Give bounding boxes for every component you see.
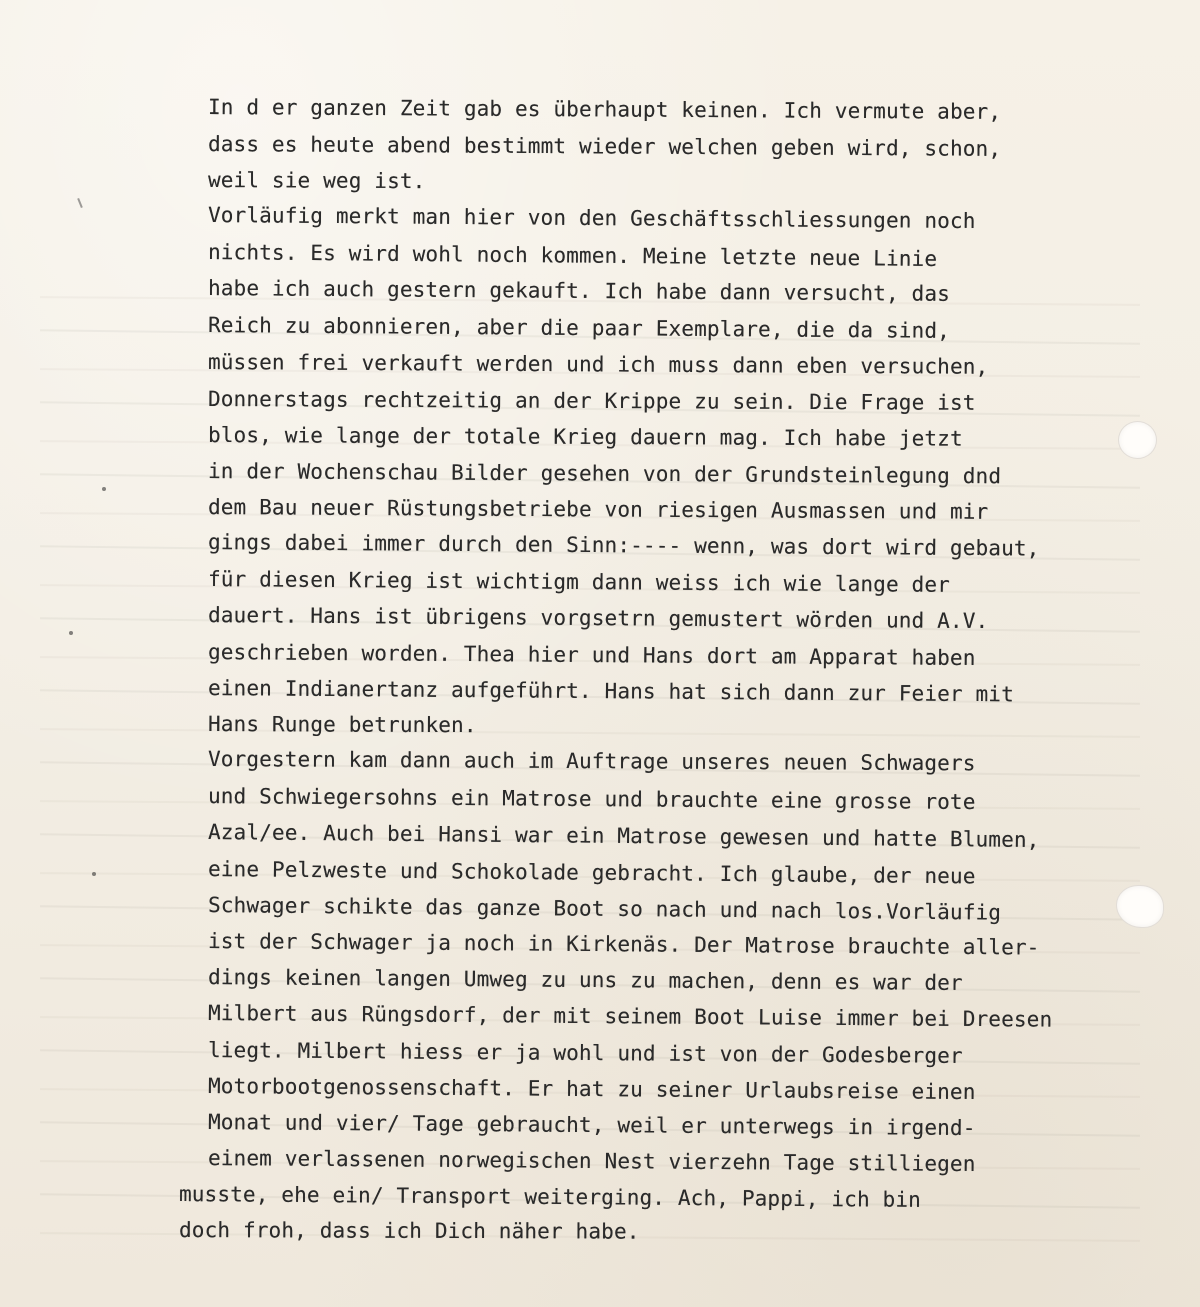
text-line: einem verlassenen norwegischen Nest vierzehn Tage stilliegen bbox=[207, 1146, 976, 1177]
text-line: Azal/ee. Auch bei Hansi war ein Matrose gewesen und hatte Blumen, bbox=[207, 820, 1040, 852]
text-line: Reich zu abonnieren, aber die paar Exemplare, die da sind, bbox=[207, 313, 951, 343]
paper-mark bbox=[77, 198, 83, 208]
text-line: nichts. Es wird wohl noch kommen. Meine letzte neue Linie bbox=[207, 240, 938, 271]
paper-speck bbox=[92, 872, 96, 876]
text-line: Vorgestern kam dann auch im Auftrage unseres neuen Schwagers bbox=[207, 747, 976, 776]
text-line: eine Pelzweste und Schokolade gebracht. Ich glaube, der neue bbox=[207, 857, 976, 889]
paper-speck bbox=[102, 487, 106, 491]
text-line: In d er ganzen Zeit gab es überhaupt keinen. Ich vermute aber, bbox=[207, 95, 1002, 124]
text-line: Monat und vier/ Tage gebraucht, weil er unterwegs in irgend- bbox=[207, 1110, 976, 1141]
text-line: Motorbootgenossenschaft. Er hat zu seiner Urlaubsreise einen bbox=[207, 1074, 976, 1105]
text-line: liegt. Milbert hiess er ja wohl und ist von der Godesberger bbox=[207, 1038, 963, 1068]
text-line: müssen frei verkauft werden und ich muss dann eben versuchen, bbox=[207, 350, 989, 379]
text-line: musste, ehe ein/ Transport weiterging. Ach, Pappi, ich bin bbox=[178, 1182, 922, 1212]
ghost-text-line bbox=[40, 728, 1140, 738]
text-line: in der Wochenschau Bilder gesehen von der Grundsteinlegung dnd bbox=[207, 459, 1002, 489]
text-line: Hans Runge betrunken. bbox=[207, 712, 477, 738]
text-line: einen Indianertanz aufgeführt. Hans hat sich dann zur Feier mit bbox=[207, 676, 1015, 707]
text-line: habe ich auch gestern gekauft. Ich habe dann versucht, das bbox=[207, 276, 951, 306]
text-line: und Schwiegersohns ein Matrose und brauchte eine grosse rote bbox=[207, 784, 976, 815]
text-line: gings dabei immer durch den Sinn:---- wenn, was dort wird gebaut, bbox=[207, 530, 1040, 561]
text-line: dings keinen langen Umweg zu uns zu machen, denn es war der bbox=[207, 965, 963, 995]
text-line: doch froh, dass ich Dich näher habe. bbox=[178, 1218, 640, 1244]
text-line: ist der Schwager ja noch in Kirkenäs. Der Matrose brauchte aller- bbox=[207, 929, 1040, 960]
text-line: weil sie weg ist. bbox=[207, 168, 426, 194]
text-line: Schwager schikte das ganze Boot so nach und nach los.Vorläufig bbox=[207, 893, 1002, 925]
text-line: dass es heute abend bestimmt wieder welchen geben wird, schon, bbox=[207, 132, 1002, 161]
text-line: geschrieben worden. Thea hier und Hans dort am Apparat haben bbox=[207, 640, 976, 671]
text-line: Milbert aus Rüngsdorf, der mit seinem Boot Luise immer bei Dreesen bbox=[207, 1001, 1053, 1032]
text-line: blos, wie lange der totale Krieg dauern mag. Ich habe jetzt bbox=[207, 423, 963, 451]
punch-hole-top bbox=[1118, 421, 1157, 459]
paper-speck bbox=[69, 631, 73, 635]
punch-hole-bottom bbox=[1116, 885, 1164, 928]
text-line: dauert. Hans ist übrigens vorgsetrn gemustert wörden und A.V. bbox=[207, 603, 989, 634]
text-line: Vorläufig merkt man hier von den Geschäftsschliessungen noch bbox=[207, 203, 976, 234]
text-line: Donnerstags rechtzeitig an der Krippe zu sein. Die Frage ist bbox=[207, 387, 976, 415]
text-line: für diesen Krieg ist wichtigm dann weiss ich wie lange der bbox=[207, 567, 951, 597]
text-line: dem Bau neuer Rüstungsbetriebe von riesigen Ausmassen und mir bbox=[207, 495, 989, 524]
